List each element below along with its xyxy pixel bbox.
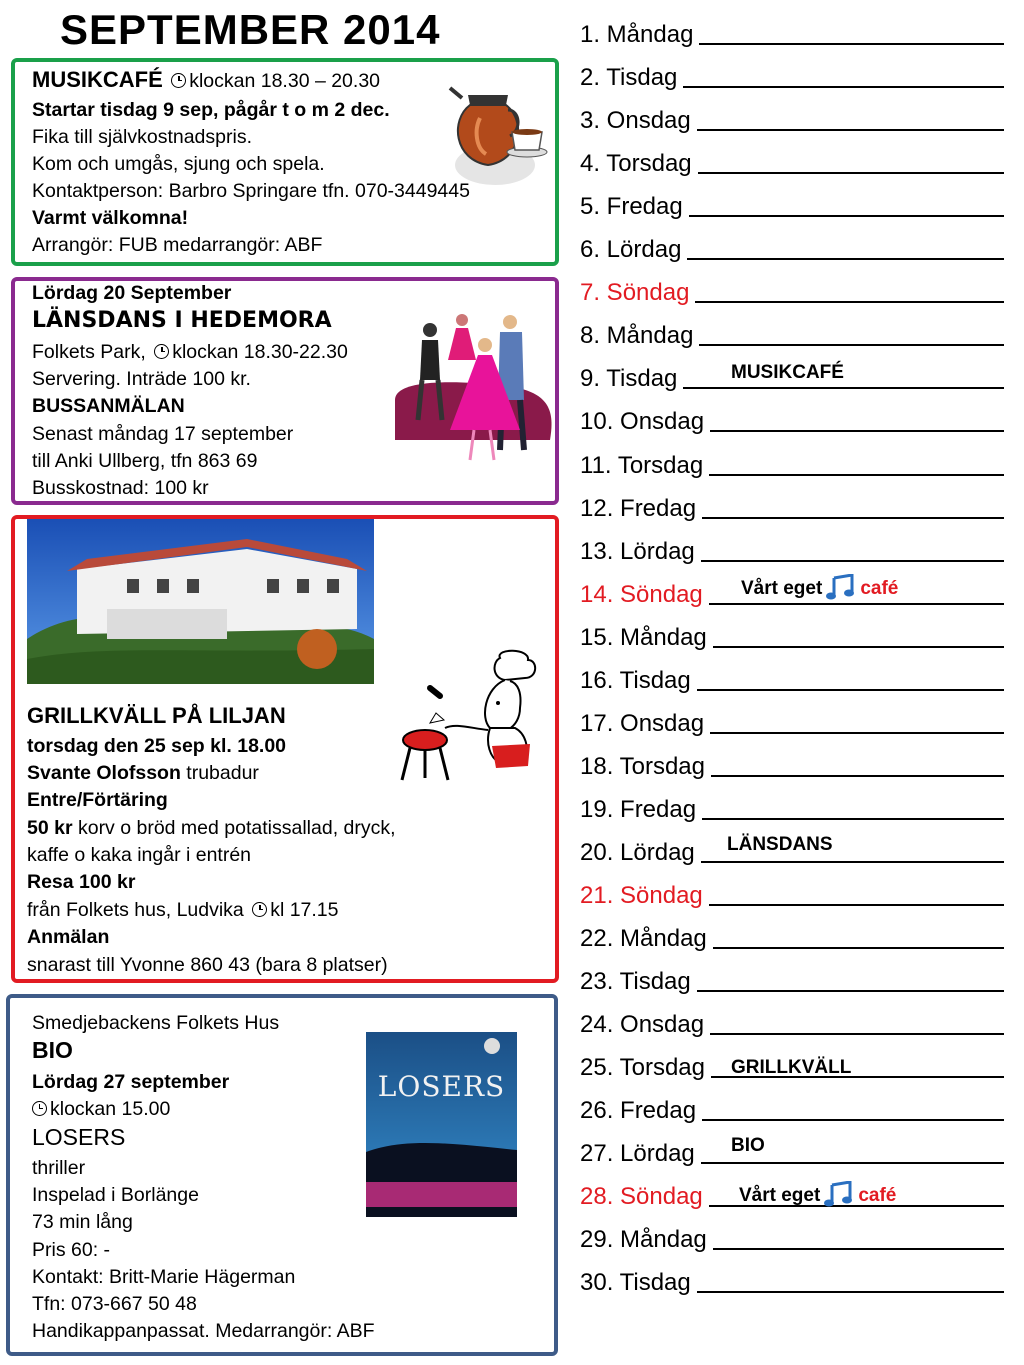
bio-time-line: [32, 1096, 170, 1123]
musikcafe-organizer: Arrangör: FUB medarrangör: ABF: [32, 234, 323, 256]
grill-included: kaffe o kaka ingår i entrén: [27, 844, 252, 866]
calendar-day-label: 29. Måndag: [580, 1226, 707, 1254]
calendar-day-line: [709, 904, 1004, 906]
calendar-day-label: 21. Söndag: [580, 882, 703, 909]
grill-artist-line: [27, 760, 259, 787]
musikcafe-heading-line: [32, 66, 380, 95]
calendar-day: [580, 321, 1020, 351]
calendar-day-label: 24. Onsdag: [580, 1011, 705, 1039]
calendar-day-label: 28. Söndag: [580, 1183, 703, 1211]
calendar-day-line: [709, 474, 1004, 476]
lansdans-deadline: Senast måndag 17 september: [32, 423, 294, 445]
clock-icon: [171, 73, 186, 88]
grill-travel: Resa 100 kr: [27, 871, 136, 893]
note-day28-text: Vårt eget: [739, 1185, 821, 1206]
calendar-day: [580, 494, 1020, 524]
calendar-day: [580, 795, 1020, 825]
calendar-day-label: 6. Lördag: [580, 236, 682, 264]
calendar-day-label: 20. Lördag: [580, 838, 695, 866]
lansdans-heading: LÄNSDANS I HEDEMORA: [32, 308, 332, 333]
calendar-day-label: 26. Fredag: [580, 1097, 697, 1125]
grill-heading: GRILLKVÄLL PÅ LILJAN: [27, 703, 286, 728]
bio-heading: BIO: [32, 1037, 73, 1063]
bio-date: Lördag 27 september: [32, 1071, 230, 1093]
calendar-day-label: 30. Tisdag: [580, 1269, 691, 1297]
musikcafe-line2: Kom och umgås, sjung och spela.: [32, 153, 325, 175]
grill-entry: Entre/Förtäring: [27, 789, 168, 811]
calendar-day: [580, 192, 1020, 222]
liljan-house-photo: [27, 519, 374, 684]
calendar-day-line: [697, 990, 1004, 992]
calendar-day-label: 22. Måndag: [580, 925, 707, 953]
dancers-illustration: [390, 300, 555, 470]
bio-film: LOSERS: [32, 1124, 126, 1150]
calendar-day-line: [701, 861, 1004, 863]
grill-signup: Anmälan: [27, 926, 110, 948]
calendar-day-line: [698, 172, 1004, 174]
grill-date: torsdag den 25 sep kl. 18.00: [27, 735, 287, 757]
calendar-day-line: [699, 344, 1004, 346]
page-title: SEPTEMBER 2014: [60, 6, 441, 53]
calendar-day: [580, 1096, 1020, 1126]
grill-signup-desc: snarast till Yvonne 860 43 (bara 8 platser): [27, 954, 388, 976]
calendar-day-line: [683, 86, 1004, 88]
grill-from-time: kl 17.15: [270, 899, 339, 921]
note-day9: MUSIKCAFÉ: [731, 362, 844, 383]
lansdans-service: Servering. Inträde 100 kr.: [32, 368, 251, 390]
bio-phone: Tfn: 073-667 50 48: [32, 1293, 197, 1315]
calendar-day-label: 16. Tisdag: [580, 666, 691, 694]
note-day14-text: Vårt eget: [741, 578, 823, 599]
lansdans-place: Folkets Park,: [32, 341, 146, 363]
calendar-day-label: 5. Fredag: [580, 193, 683, 221]
chef-grill-illustration: [400, 648, 550, 788]
calendar-day-line: [695, 301, 1004, 303]
calendar-day: [580, 20, 1020, 50]
calendar-day: [580, 1139, 1020, 1169]
coffee-illustration: [440, 70, 555, 190]
calendar-day-line: [701, 560, 1004, 562]
calendar-day: [580, 451, 1020, 481]
calendar-day-line: [711, 775, 1004, 777]
calendar-day-label: 7. Söndag: [580, 279, 690, 307]
calendar-day: [580, 967, 1020, 997]
calendar-day: [580, 881, 1020, 911]
grill-price-line: [27, 815, 396, 842]
calendar-day-label: 9. Tisdag: [580, 365, 678, 393]
calendar-day-label: 3. Onsdag: [580, 107, 691, 135]
calendar-day-line: [683, 387, 1004, 389]
grill-from-line: [27, 897, 339, 924]
calendar-day: [580, 278, 1020, 308]
note-day14: [741, 574, 898, 606]
clock-icon: [154, 344, 169, 359]
grill-artist-role: trubadur: [186, 762, 259, 784]
bio-place: Smedjebackens Folkets Hus: [32, 1012, 280, 1034]
grill-artist: Svante Olofsson: [27, 762, 181, 784]
calendar-day: [580, 537, 1020, 567]
note-day14-cafe: café: [860, 578, 899, 599]
calendar-day-line: [699, 43, 1004, 45]
musikcafe-line1: Fika till självkostnadspris.: [32, 126, 252, 148]
calendar-day-line: [710, 732, 1004, 734]
clock-icon: [252, 902, 267, 917]
calendar-day-line: [713, 1248, 1004, 1250]
calendar-day: [580, 1268, 1020, 1298]
calendar-day-label: 1. Måndag: [580, 21, 694, 48]
calendar-day-line: [702, 818, 1004, 820]
calendar-day-line: [710, 1033, 1004, 1035]
lansdans-cost: Busskostnad: 100 kr: [32, 477, 209, 499]
calendar-day-label: 10. Onsdag: [580, 408, 705, 436]
calendar-day-label: 8. Måndag: [580, 322, 694, 350]
calendar-day-line: [687, 258, 1004, 260]
bio-genre: thriller: [32, 1157, 86, 1179]
lansdans-bus: BUSSANMÄLAN: [32, 395, 185, 417]
calendar-day-label: 12. Fredag: [580, 494, 697, 522]
calendar-day: [580, 407, 1020, 437]
calendar-day: [580, 63, 1020, 93]
musikcafe-welcome: Varmt välkomna!: [32, 207, 189, 229]
calendar-day-line: [710, 430, 1004, 432]
musikcafe-time: klockan 18.30 – 20.30: [189, 70, 381, 92]
calendar-day: [580, 709, 1020, 739]
calendar-day: [580, 1010, 1020, 1040]
musikcafe-contact: Kontaktperson: Barbro Springare tfn. 070-3449445: [32, 180, 470, 202]
note-day28-cafe: café: [858, 1185, 897, 1206]
lansdans-date: Lördag 20 September: [32, 282, 232, 304]
calendar-day-label: 27. Lördag: [580, 1140, 695, 1168]
grill-price-desc: korv o bröd med potatissallad, dryck,: [77, 817, 396, 839]
calendar-day-label: 2. Tisdag: [580, 64, 678, 92]
calendar-day-label: 14. Söndag: [580, 580, 703, 608]
calendar-day-label: 17. Onsdag: [580, 709, 705, 737]
calendar-day-line: [697, 129, 1004, 131]
calendar-day: [580, 149, 1020, 179]
note-day28: [739, 1181, 896, 1213]
calendar-day-line: [713, 947, 1004, 949]
calendar-day-label: 11. Torsdag: [580, 451, 704, 479]
music-note-icon: [826, 574, 856, 606]
calendar-day: [580, 752, 1020, 782]
grill-price: 50 kr: [27, 817, 73, 839]
note-day27: BIO: [731, 1135, 765, 1156]
bio-price: Pris 60: -: [32, 1239, 111, 1261]
calendar-day-line: [697, 1291, 1004, 1293]
lansdans-time: klockan 18.30-22.30: [172, 341, 348, 363]
calendar-day: [580, 623, 1020, 653]
bio-access: Handikappanpassat. Medarrangör: ABF: [32, 1320, 375, 1342]
grill-from: från Folkets hus, Ludvika: [27, 899, 244, 921]
calendar-day-label: 23. Tisdag: [580, 968, 691, 996]
calendar-day: [580, 235, 1020, 265]
lansdans-to: till Anki Ullberg, tfn 863 69: [32, 450, 258, 472]
clock-icon: [32, 1101, 47, 1116]
calendar-day-line: [697, 689, 1004, 691]
calendar-day-label: 4. Torsdag: [580, 150, 692, 178]
lansdans-place-line: [32, 339, 348, 366]
calendar-day: [580, 1225, 1020, 1255]
note-day20: LÄNSDANS: [727, 834, 833, 855]
calendar-day-line: [713, 646, 1004, 648]
calendar-day-label: 18. Torsdag: [580, 752, 705, 780]
calendar-day-label: 15. Måndag: [580, 623, 707, 651]
bio-length: 73 min lång: [32, 1211, 133, 1233]
calendar-day: [580, 106, 1020, 136]
calendar-day: [580, 666, 1020, 696]
calendar-day-line: [702, 517, 1004, 519]
calendar-day-line: [689, 215, 1004, 217]
bio-contact: Kontakt: Britt-Marie Hägerman: [32, 1266, 296, 1288]
calendar-day-line: [701, 1162, 1004, 1164]
calendar-day: [580, 924, 1020, 954]
music-note-icon: [824, 1181, 854, 1213]
calendar-day-line: [702, 1119, 1004, 1121]
bio-time: klockan 15.00: [50, 1098, 171, 1120]
note-day25: GRILLKVÄLL: [731, 1057, 852, 1078]
poster-title: LOSERS: [377, 1070, 506, 1103]
calendar-day-label: 19. Fredag: [580, 795, 697, 823]
calendar-day-label: 25. Torsdag: [580, 1054, 705, 1082]
losers-poster: [366, 1032, 517, 1248]
calendar-day-label: 13. Lördag: [580, 537, 695, 565]
musikcafe-start: Startar tisdag 9 sep, pågår t o m 2 dec.: [32, 99, 390, 121]
musikcafe-heading: MUSIKCAFÉ: [32, 67, 163, 92]
bio-recorded: Inspelad i Borlänge: [32, 1184, 199, 1206]
